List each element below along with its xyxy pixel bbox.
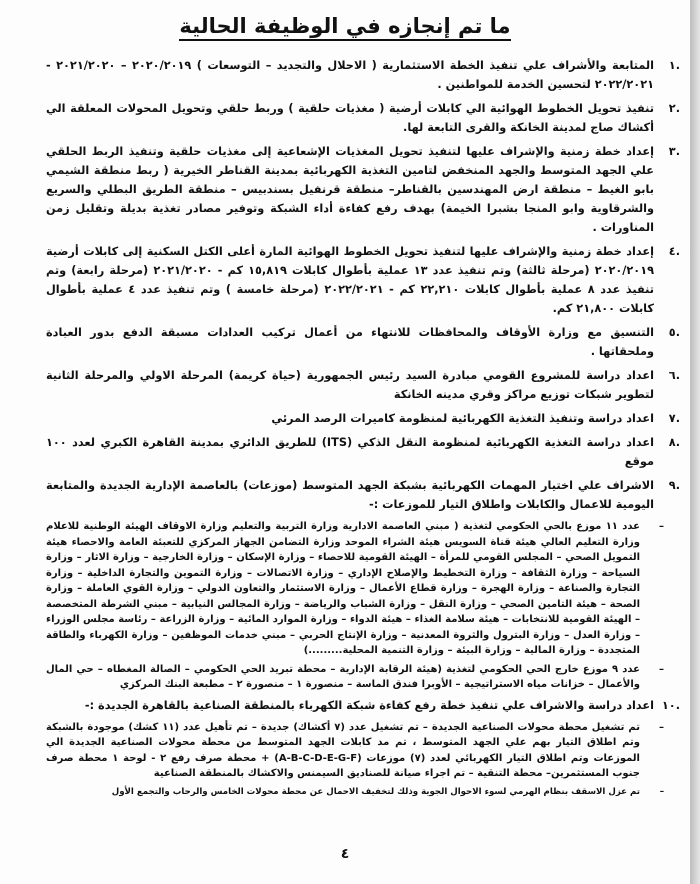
dash-bullet: – [659, 521, 664, 532]
sub-list-item: – عدد ١١ موزع بالحي الحكومي لتغذية ( مبني العاصمة الادارية وزارة التربية والتعليم وزارة الاوقاف الهيئة الوطنية للاعلام وزارة التعليم العالي هيئة قناة السويس هيئة الشراء الموحد وزارة التضامن الجهاز المركزي للتعبئة العامة والاحصاء هيئة التمويل الصحي – المجلس القومي للمرأة – الهيئة القومية للاحصاء – وزارة الإسكان – وزارة الخارجية – وزارة الاثار – وزارة السياحة – وزارة الثقافة – وزارة التخطيط والإصلاح الإداري – وزارة الاتصالات – وزارة التموين والتجارة الداخلية – وزارة التجارة والصناعة – وزارة الهجرة – وزارة قطاع الأعمال – وزارة الاستثمار والتعاون الدولي – وزارة القوي العاملة – وزارة الصحة – هيئة التامين الصحي – وزارة النقل – وزارة الشباب والرياضة – وزارة المجالس النيابية – مبني الشرطة المتخصصة – الهيئة القومية للانتخابات – هيئة سلامة الغذاء – هيئة الدواء – وزارة الموارد المائية – وزارة الزراعة – رئاسة مجلس الوزراء – وزارة العدل – وزارة البترول والثروة المعدنية – وزارة الإنتاج الحربي – مبني خدمات الموظفين – وزارة الكهرباء والطاقة المتجددة – وزارة المالية – وزارة البيئة – وزارة التنمية المحلية.........) [46, 521, 664, 656]
list-item: .٧ اعداد دراسة وتنفيذ التغذية الكهربائية لمنظومة كاميرات الرصد المرئي [271, 412, 680, 425]
page-number: ٤ [340, 846, 350, 862]
dash-bullet: – [659, 663, 664, 675]
sub-list-item: – تم عزل الاسقف بنظام الهرمي لسوء الاحوال الجوية وذلك لتخفيف الاحمال عن محطة محولات الخامس والرحاب والتجمع الأول [111, 786, 664, 797]
list-item: .١٠ اعداد دراسة والاشراف علي تنفيذ خطة رفع كفاءة شبكة الكهرباء بالمنطقة الصناعية بالقاهرة الجديدة :- [84, 698, 680, 712]
list-item: .١ المتابعة والأشراف علي تنفيذ الخطة الاستثمارية ( الاحلال والتجديد – التوسعات ) ٢٠٢٠/٢٠١٩ – ٢٠٢١/٢٠٢٠ - ٢٠٢٢/٢٠٢١ لتحسين الخدمة للمواطنين . [46, 59, 680, 91]
dash-bullet: – [659, 786, 664, 797]
page-edge-shadow [690, 0, 700, 884]
page-title: ما تم إنجازه في الوظيفة الحالية [0, 14, 690, 38]
list-item: .٢ تنفيذ تحويل الخطوط الهوائية الي كابلات أرضية ( مغذيات حلقية ) وربط حلقي وتحويل المحولات المعلقة الي أكشاك صاج لمدينة الخانكة والقرى التابعة لها. [46, 102, 680, 134]
list-item: .٤ إعداد خطة زمنية والإشراف عليها لتنفيذ تحويل الخطوط الهوائية المارة أعلى الكتل السكنية إلى كابلات أرضية ٢٠٢٠/٢٠١٩ (مرحلة ثالثة) وتم تنفيذ عدد ١٣ عملية بأطوال كابلات ١٥,٨١٩ كم - ٢٠٢١/٢٠٢٠ (مرحلة رابعة) وتم تنفيذ عدد ٨ عملية بأطوال كابلات ٢٢,٢١٠ كم - ٢٠٢٢/٢٠٢١ (مرحلة خامسة ) وتم تنفيذ عدد ٤ عملية بأطوال كابلات ٢١,٨٠٠ كم. [46, 245, 680, 315]
dash-bullet: – [659, 721, 664, 733]
list-item: .٨ اعداد دراسة التغذية الكهربائية لمنظومة النقل الذكي (ITS) للطريق الدائري بمدينة القاهرة الكبري لعدد ١٠٠ موقع [46, 436, 680, 468]
list-item: .٣ إعداد خطة زمنية والإشراف عليها لتنفيذ تحويل المغذيات الإشعاعية إلى مغذيات حلقية وتنفيذ الربط الحلقي علي الجهد المتوسط والجهد المنخفض لتامين التغذية الكهربائية بمدينة القناطر الخيرية ( ربط منطقة الشيمي بابو الغيط – منطقة ارض المهندسين بالقناطر– منطقة قرنفيل بسندبيس – منطقة الطريق البطلي والسريع والشرقاوية وابو المنجا بشبرا الخيمة) بهدف رفع كفاءة أداء الشبكة وتوفير مصادر تغذية بديلة وتقليل زمن المناورات . [46, 145, 680, 234]
achievements-list [46, 56, 680, 802]
sub-list-item: – عدد ٩ موزع خارج الحي الحكومي لتغذية (هيئة الرقابة الإدارية – محطة تبريد الحي الحكومي – الصالة المغطاه – حي المال والأعمال – خزانات مياه الاستراتيجية – الأوبرا فندق الماسة – منصورة ١ – منصورة ٢ – مطبعة البنك المركزي [46, 663, 664, 690]
list-item: .٦ اعداد دراسة للمشروع القومي مبادرة السيد رئيس الجمهورية (حياة كريمة) المرحلة الاولي والمرحلة الثانية لتطوير شبكات توزيع مراكز وقري مدينه الخانكة [46, 369, 680, 401]
list-item: .٥ التنسيق مع وزارة الأوقاف والمحافظات للانتهاء من أعمال تركيب العدادات مسبقة الدفع بدور العبادة وملحقاتها . [46, 326, 680, 358]
list-item: .٩ الاشراف علي اختيار المهمات الكهربائية بشبكة الجهد المتوسط (موزعات) بالعاصمة الإدارية الجديدة والمتابعة اليومية للاعمال والكابلات واطلاق التيار للموزعات :- [46, 479, 680, 511]
sub-list-item: – تم تشغيل محطة محولات الصناعية الجديدة – تم تشغيل عدد (٧ أكشاك) جديدة – تم تأهيل عدد (١١ كشك) موجودة بالشبكة وتم اطلاق التيار بهم علي الجهد المتوسط ، تم مد كابلات الجهد المتوسط من محطة محولات الصناعية الجديدة الي الموزعات وتم اطلاق التيار الكهربائي لعدد (٧) موزعات (A-B-C-D-E-G-F) + محطة صرف رفع ٢ - لوحة ١ محطة صرف جنوب المستثمرين– محطة التنقية – تم اجراء صيانة للصناديق السيمنس والاكشاك بالمنطقة الصناعية [46, 721, 664, 779]
